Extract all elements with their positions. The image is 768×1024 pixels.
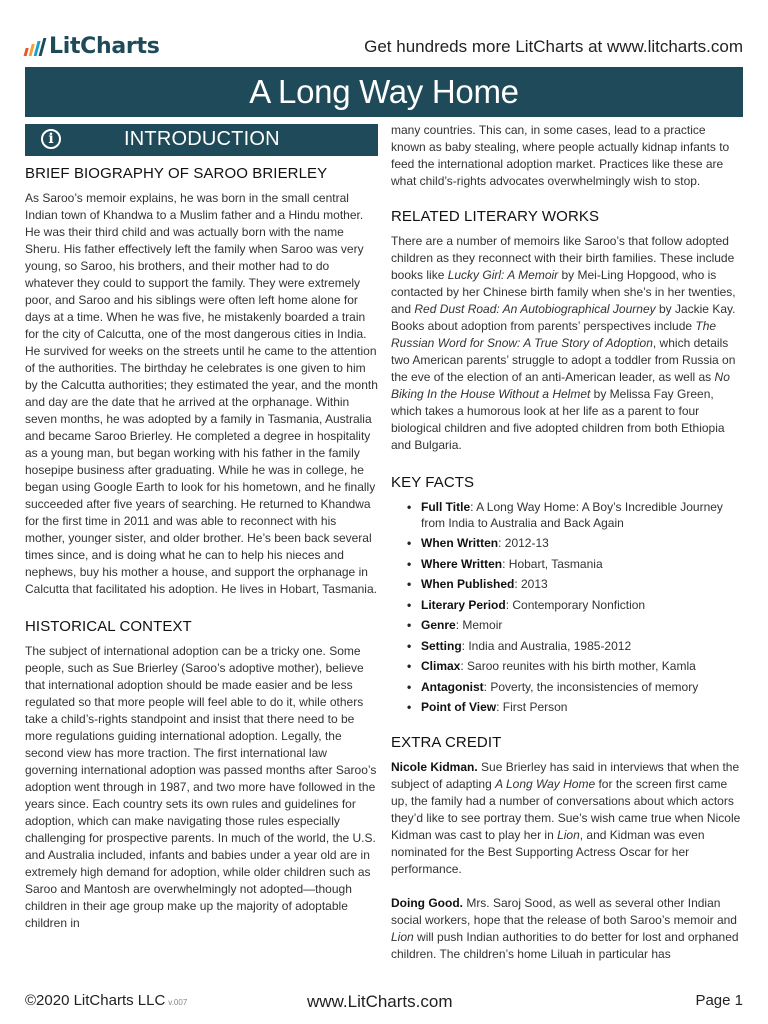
key-fact-label: Point of View (421, 700, 497, 714)
biography-heading: BRIEF BIOGRAPHY OF SAROO BRIERLEY (25, 165, 328, 182)
page-number: Page 1 (695, 992, 743, 1009)
version-text: v.007 (168, 998, 188, 1007)
right-column (391, 122, 743, 963)
footer-url[interactable]: www.LitCharts.com (307, 992, 453, 1011)
extra-credit-text: Sue Brierley has said in interviews that when the subject of adapting (391, 759, 740, 791)
key-fact-label: When Published (421, 577, 515, 591)
key-fact-value: : India and Australia, 1985-2012 (461, 638, 632, 653)
key-fact-value: : Saroo reunites with his birth mother, Kamla (460, 659, 696, 673)
key-fact-value: : Contemporary Nonfiction (505, 597, 646, 612)
left-column (25, 124, 378, 932)
key-facts-heading: KEY FACTS (391, 474, 475, 491)
historical-context-section (25, 618, 378, 932)
book-title: Lucky Girl: A Memoir (447, 268, 559, 282)
key-fact-value: : Poverty, the inconsistencies of memory (483, 679, 699, 694)
key-facts-list (407, 500, 743, 716)
key-fact-item (407, 639, 743, 655)
key-fact-item (407, 557, 743, 573)
biography-text: As Saroo’s memoir explains, he was born in the small central Indian town of Khandwa to a Muslim father and a Hindu mother. He was their third child and was actually born with the name Sheru. His father effectively left the family when Saroo was very young, so Saroo, his brothers, and their mother had to do whatever they could to support the family. They were extremely poor, and Saroo and his siblings were often left home alone for days at a time. When he was five, he mistakenly boarded a train for the city of Calcutta, one of the most dangerous cities in India. He survived for weeks on the streets until he came to the attention of the authorities. The birthday he celebrates is one given to him by the Calcutta authorities; they estimated the year, and the month and day are the date that he arrived at the orphanage. Within seven months, he was adopted by a family in Tasmania, Australia and became Saroo Brierley. He completed a degree in hospitality as a young man, but began working with his father in the family hosepipe business after graduating. While he was in college, he began using Google Earth to look for his hometown, and he finally succeeded after five years of searching. He returned to Khandwa for the first time in 2011 and was able to reconnect with his mother, younger sister, and older brother. He’s been back several times since, and is doing what he can to help his nieces and nephews, buy his mother a house, and support the orphanage in Calcutta that facilitated his adoption. He lives in Hobart, Tasmania. (25, 191, 378, 596)
key-fact-label: Genre (421, 618, 456, 632)
key-fact-label: Antagonist (421, 679, 484, 694)
key-fact-item (407, 577, 743, 593)
key-fact-item (407, 700, 743, 716)
key-fact-label: Climax (421, 659, 461, 673)
related-works-heading: RELATED LITERARY WORKS (391, 208, 600, 225)
book-title: The Russian Word for Snow: A True Story of Adoption (391, 319, 717, 350)
litcharts-logo[interactable] (26, 34, 160, 59)
introduction-banner (25, 124, 378, 156)
key-fact-value: : 2012-13 (498, 536, 549, 550)
extra-credit-text: Mrs. Saroj Sood, as well as several other Indian social workers, hope that the release of both Saroo’s memoir and (391, 895, 737, 927)
extra-credit-paragraph (391, 895, 743, 963)
page-title: A Long Way Home (249, 73, 519, 110)
related-text-part: by Jackie Kay. Books about adoption from parents’ perspectives include (391, 302, 736, 333)
extra-credit-text: for the screen first came up, the family had a number of conversations about which actors they’d like to see portray them. Sue’s wish came true when Nicole Kidman was cast to play her in (391, 776, 741, 842)
page-footer (25, 990, 743, 1012)
logo-bars-icon (24, 38, 47, 56)
key-fact-item (407, 618, 743, 634)
extra-credit-text: will push Indian authorities to do better for lost and orphaned children. The children’s home Liluah in particular has (391, 929, 739, 961)
extra-credit-paragraph (391, 759, 743, 878)
key-fact-value: : Memoir (455, 618, 503, 632)
key-fact-label: Full Title (421, 500, 471, 514)
key-facts-section (391, 474, 743, 716)
key-fact-item (407, 500, 743, 531)
key-fact-label: When Written (421, 536, 499, 550)
key-fact-item (407, 680, 743, 696)
page-header (0, 0, 768, 64)
biography-section (25, 165, 378, 598)
key-fact-value: : Hobart, Tasmania (502, 556, 603, 571)
key-fact-value: : First Person (496, 700, 568, 714)
info-icon: i (41, 129, 61, 149)
header-tagline[interactable]: Get hundreds more LitCharts at www.litcharts.com (364, 37, 743, 56)
related-works-text (391, 233, 743, 454)
copyright-text: ©2020 LitCharts LLC (25, 992, 166, 1009)
key-fact-item (407, 659, 743, 675)
extra-credit-section (391, 734, 743, 963)
key-fact-label: Setting (421, 638, 462, 653)
historical-context-heading: HISTORICAL CONTEXT (25, 618, 192, 635)
extra-credit-lead: Doing Good. (391, 895, 463, 910)
related-text-part: There are a number of memoirs like Saroo’s that follow adopted children as they reconnect with their birth families. These include books like (391, 234, 735, 282)
historical-context-continued: many countries. This can, in some cases, lead to a practice known as baby stealing, where people actually kidnap infants to feed the international adoption market. Practices like these are what child’s-rights advocates overwhelmingly wish to stop. (391, 123, 730, 188)
title-bar (25, 67, 743, 117)
key-fact-label: Literary Period (421, 597, 506, 612)
key-fact-item (407, 598, 743, 614)
work-title: A Long Way Home (495, 776, 596, 791)
book-title: Red Dust Road: An Autobiographical Journey (414, 302, 656, 316)
key-fact-value: : A Long Way Home: A Boy’s Incredible Journey from India to Australia and Back Again (421, 500, 723, 530)
extra-credit-text: , and Kidman was even nominated for the Best Supporting Actress Oscar for her performance. (391, 827, 705, 876)
key-fact-item (407, 536, 743, 552)
related-works-section (391, 208, 743, 454)
extra-credit-heading: EXTRA CREDIT (391, 733, 502, 751)
extra-credit-lead: Nicole Kidman. (391, 759, 478, 774)
related-text-part: , which details two American parents’ struggle to adopt a toddler from Russia on the eve of the election of an anti-American leader, as well as (391, 336, 736, 384)
key-fact-label: Where Written (421, 556, 503, 571)
historical-context-text: The subject of international adoption can be a tricky one. Some people, such as Sue Brierley (Saroo’s adoptive mother), believe that international adoption should be made easier and be less regulated so that more people will feel able to do it, while others take a child’s-rights standpoint and insist that there need to be more regulations guiding international adoption. Legally, the second view has more traction. The first international law governing international adoption was passed months after Saroo’s adoption went through in 1987, and two more have followed in the years since. Each country sets its own rules and guidelines for adoption, which can make navigating those rules especially challenging for prospective parents. In much of the world, the U.S. and Australia included, infants and babies under a year old are in extremely high demand for adoption, while older children such as Saroo and Mantosh are overwhelmingly not adopted—though children in their age group make up the majority of adoptable children in (25, 644, 377, 930)
logo-text: LitCharts (49, 34, 160, 59)
introduction-label: INTRODUCTION (124, 128, 280, 150)
book-title: No Biking In the House Without a Helmet (391, 370, 730, 401)
related-text-part: by Mei-Ling Hopgood, who is contacted by her Chinese birth family when she’s in her twenties, and (391, 268, 736, 316)
related-text-part: by Melissa Fay Green, which takes a humorous look at her life as a parent to four biological children and five adopted children from both Ethiopia and Bulgaria. (391, 387, 725, 452)
key-fact-value: : 2013 (514, 577, 548, 591)
work-title: Lion (391, 929, 414, 944)
footer-copyright (25, 992, 187, 1009)
work-title: Lion (557, 827, 580, 842)
